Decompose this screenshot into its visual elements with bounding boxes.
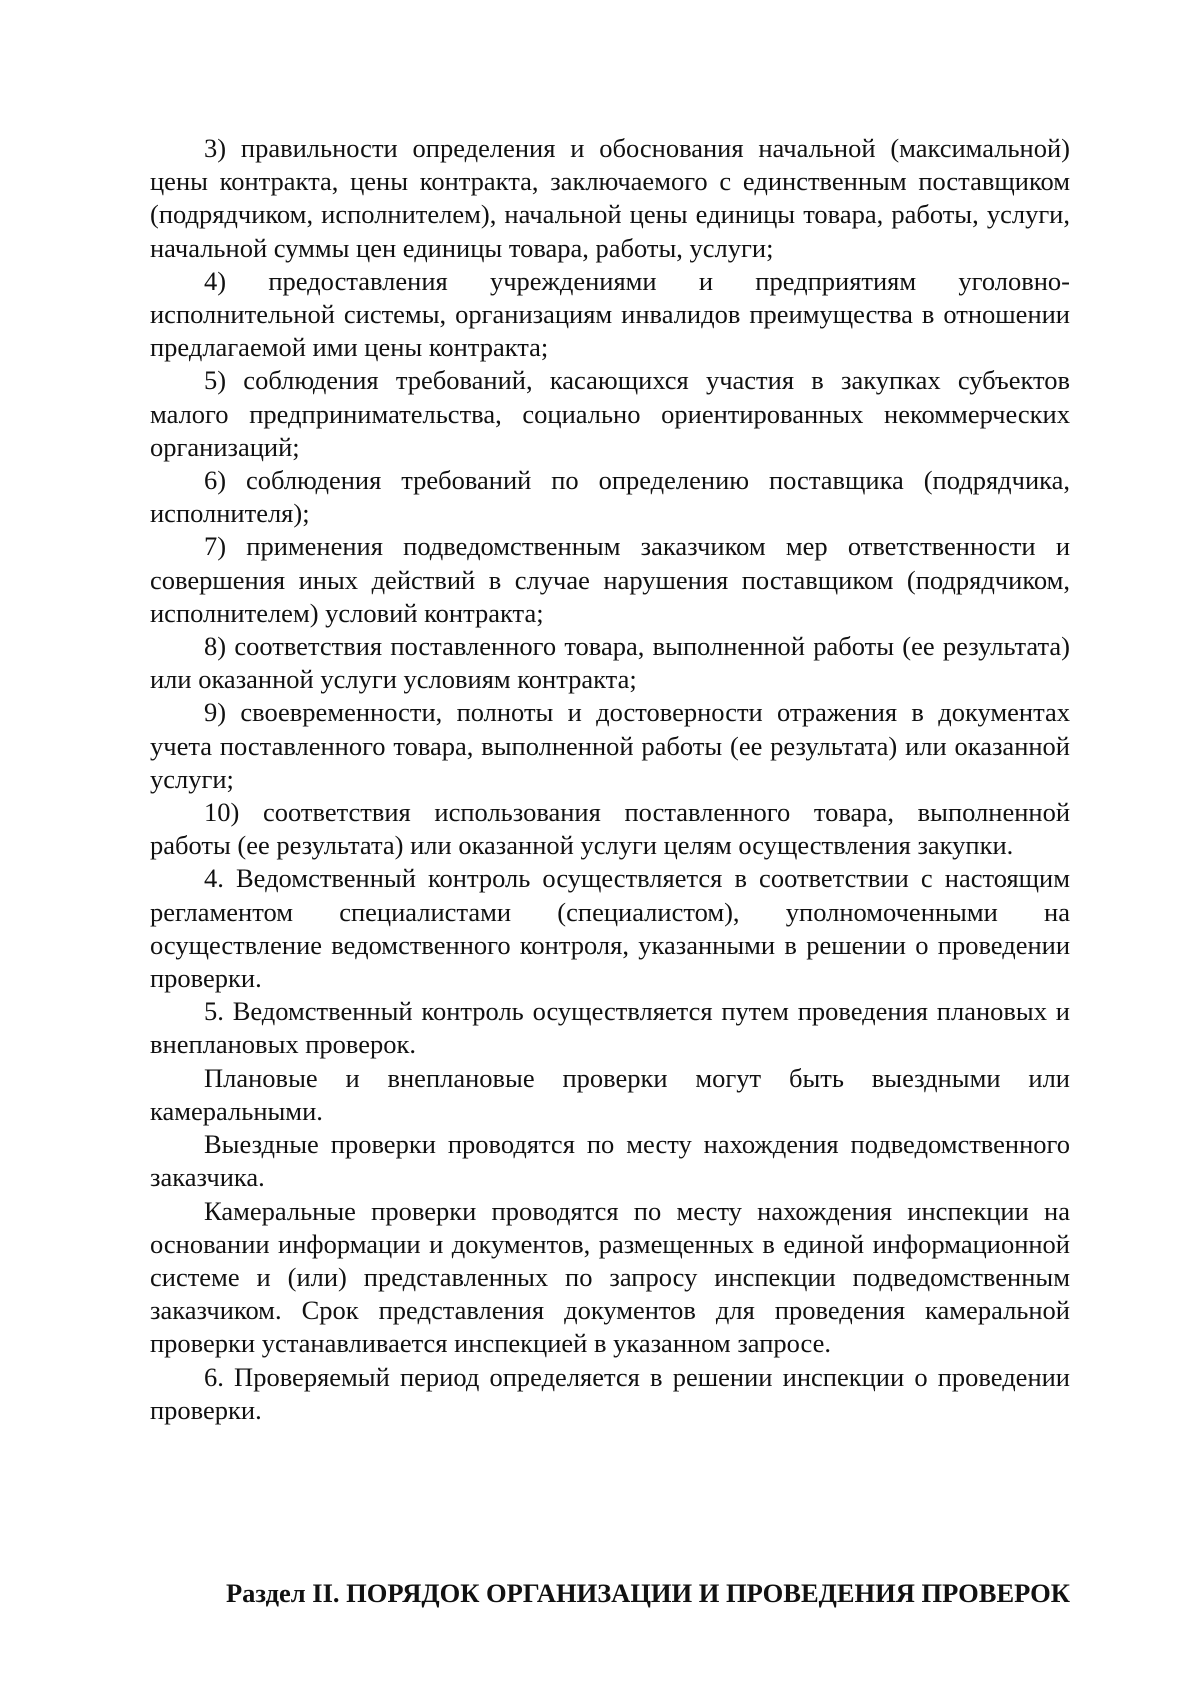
- paragraph-onsite-inspections: Выездные проверки проводятся по месту нахождения подведомственного заказчика.: [150, 1129, 1070, 1193]
- paragraph-item-9: 9) своевременности, полноты и достоверности отражения в документах учета поставленного товара, выполненной работы (ее результата) или оказанной услуги;: [150, 697, 1070, 794]
- paragraph-item-10: 10) соответствия использования поставленного товара, выполненной работы (ее результата) или оказанной услуги целям осуществления закупки.: [150, 797, 1070, 861]
- paragraph-clause-6: 6. Проверяемый период определяется в решении инспекции о проведении проверки.: [150, 1361, 1070, 1425]
- paragraph-inspection-types: Плановые и внеплановые проверки могут быть выездными или камеральными.: [150, 1062, 1070, 1126]
- paragraph-desk-inspections: Камеральные проверки проводятся по месту нахождения инспекции на основании информации и документов, размещенных в единой информационной системе и (или) представленных по запросу инспекции подведомственным заказчиком. Срок представления документов для проведения камеральной проверки устанавливается инспекцией в указанном запросе.: [150, 1195, 1070, 1359]
- paragraph-clause-5: 5. Ведомственный контроль осуществляется путем проведения плановых и внеплановых проверок.: [150, 996, 1070, 1060]
- section-heading: Раздел II. ПОРЯДОК ОРГАНИЗАЦИИ И ПРОВЕДЕНИЯ ПРОВЕРОК: [226, 1578, 1070, 1608]
- paragraph-item-5: 5) соблюдения требований, касающихся участия в закупках субъектов малого предпринимательства, социально ориентированных некоммерческих организаций;: [150, 365, 1070, 462]
- paragraph-item-7: 7) применения подведомственным заказчиком мер ответственности и совершения иных действий в случае нарушения поставщиком (подрядчиком, исполнителем) условий контракта;: [150, 531, 1070, 628]
- paragraph-item-8: 8) соответствия поставленного товара, выполненной работы (ее результата) или оказанной услуги условиям контракта;: [150, 631, 1070, 695]
- paragraph-item-6: 6) соблюдения требований по определению поставщика (подрядчика, исполнителя);: [150, 465, 1070, 529]
- document-body: [150, 132, 1070, 1427]
- paragraph-clause-4: 4. Ведомственный контроль осуществляется в соответствии с настоящим регламентом специалистами (специалистом), уполномоченными на осуществление ведомственного контроля, указанными в решении о проведении проверки.: [150, 863, 1070, 994]
- paragraph-item-3: 3) правильности определения и обоснования начальной (максимальной) цены контракта, цены контракта, заключаемого с единственным поставщиком (подрядчиком, исполнителем), начальной цены единицы товара, работы, услуги, начальной суммы цен единицы товара, работы, услуги;: [150, 133, 1070, 263]
- paragraph-item-4: 4) предоставления учреждениями и предприятиям уголовно-исполнительной системы, организациям инвалидов преимущества в отношении предлагаемой ими цены контракта;: [150, 265, 1070, 363]
